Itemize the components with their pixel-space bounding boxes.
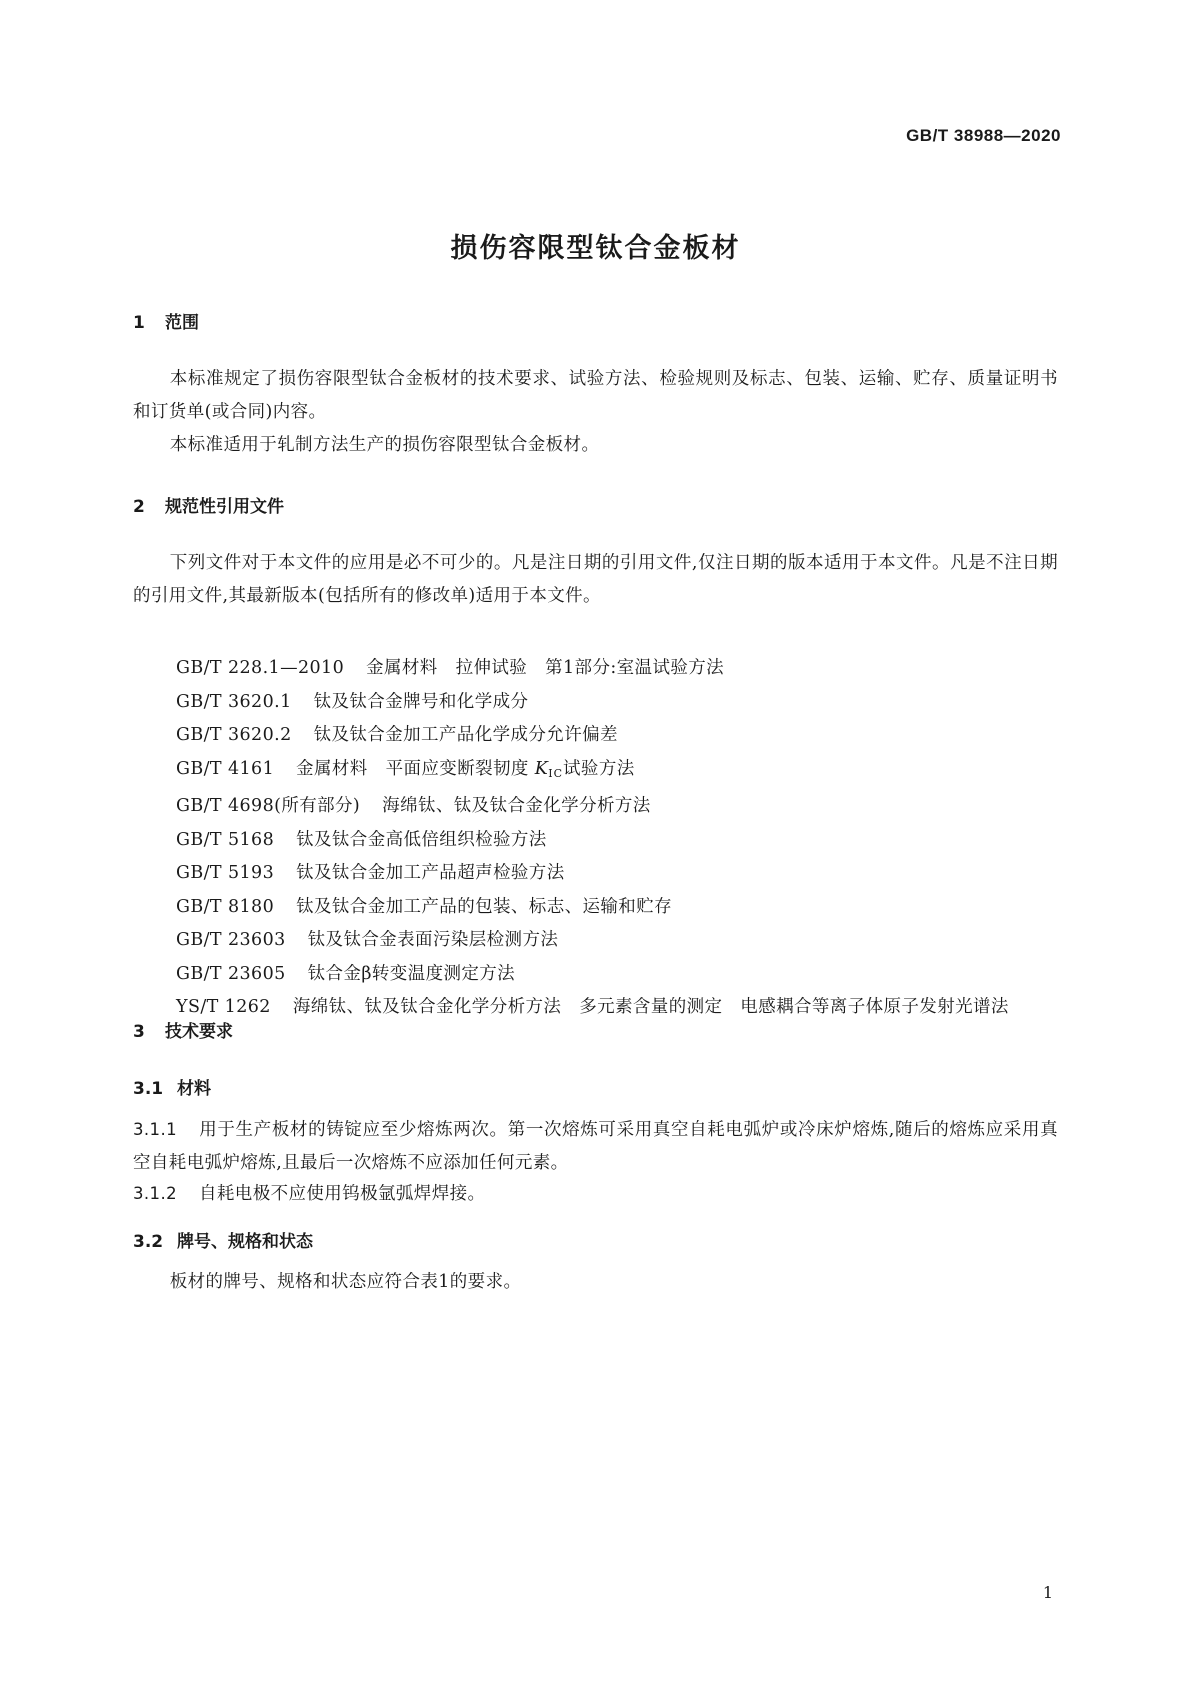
- clause-3-1-1: [133, 1113, 1058, 1180]
- subsection-number: 3.1: [133, 1079, 164, 1099]
- reference-title: 钛及钛合金加工产品超声检验方法: [296, 863, 565, 883]
- section-number: 2: [133, 497, 145, 517]
- section-number: 3: [133, 1022, 145, 1042]
- section-number: 1: [133, 313, 145, 333]
- clause-number: 3.1.1: [133, 1120, 177, 1139]
- clause-text: 自耗电极不应使用钨极氩弧焊焊接。: [199, 1184, 486, 1204]
- section-1-heading: [133, 308, 199, 333]
- reference-item: [133, 924, 1058, 958]
- reference-code: GB/T 4698(所有部分): [176, 796, 361, 816]
- reference-title: 钛合金β转变温度测定方法: [307, 963, 516, 984]
- subsection-3-1-heading: [133, 1074, 211, 1099]
- reference-item: [133, 652, 1058, 686]
- section-title: 规范性引用文件: [165, 497, 284, 517]
- reference-code: GB/T 23603: [176, 930, 286, 950]
- reference-title: 钛及钛合金加工产品的包装、标志、运输和贮存: [296, 896, 673, 917]
- subsection-number: 3.2: [133, 1232, 164, 1252]
- reference-item: [133, 790, 1058, 824]
- reference-item: [133, 991, 1058, 1025]
- reference-code: GB/T 23605: [176, 963, 286, 984]
- section-title: 范围: [165, 313, 199, 333]
- reference-code: GB/T 4161: [176, 758, 275, 779]
- reference-title: 钛及钛合金加工产品化学成分允许偏差: [313, 725, 618, 745]
- grade-spec-paragraph: 板材的牌号、规格和状态应符合表1的要求。: [169, 1272, 522, 1292]
- reference-title: 海绵钛、钛及钛合金化学分析方法: [382, 796, 651, 816]
- normative-references-intro: 下列文件对于本文件的应用是必不可少的。凡是注日期的引用文件,仅注日期的版本适用于本文件。凡是不注日期的引用文件,其最新版本(包括所有的修改单)适用于本文件。: [133, 553, 1058, 606]
- clause-3-1-2: [133, 1177, 1058, 1211]
- section-2-heading: [133, 492, 284, 517]
- fracture-toughness-subscript: IC: [548, 766, 564, 780]
- reference-title: 钛及钛合金表面污染层检测方法: [307, 930, 559, 950]
- reference-title: 海绵钛、钛及钛合金化学分析方法 多元素含量的测定 电感耦合等离子体原子发射光谱法: [292, 997, 1009, 1017]
- reference-code: GB/T 5168: [176, 829, 275, 850]
- reference-code: GB/T 8180: [176, 896, 275, 917]
- reference-item: [133, 719, 1058, 753]
- reference-list: [133, 652, 1058, 1025]
- subsection-3-2-heading: [133, 1227, 313, 1252]
- section-3-heading: [133, 1017, 233, 1042]
- subsection-title: 牌号、规格和状态: [177, 1232, 313, 1252]
- reference-title: 钛及钛合金牌号和化学成分: [313, 691, 529, 712]
- reference-item: [133, 753, 1058, 791]
- standard-code: GB/T 38988—2020: [906, 126, 1061, 145]
- fracture-toughness-symbol: K: [534, 758, 549, 779]
- reference-code: YS/T 1262: [176, 997, 271, 1017]
- reference-code: GB/T 228.1—2010: [176, 658, 345, 678]
- reference-item: [133, 686, 1058, 720]
- reference-item: [133, 857, 1058, 891]
- reference-title-part: 金属材料 平面应变断裂韧度: [296, 758, 535, 779]
- reference-item: [133, 824, 1058, 858]
- reference-title-part: 试验方法: [563, 758, 635, 779]
- page-number: 1: [1042, 1583, 1053, 1602]
- scope-paragraph-1: 本标准规定了损伤容限型钛合金板材的技术要求、试验方法、检验规则及标志、包装、运输、贮存、质量证明书和订货单(或合同)内容。: [133, 369, 1058, 422]
- scope-paragraph-2: 本标准适用于轧制方法生产的损伤容限型钛合金板材。: [169, 435, 600, 455]
- reference-title: 金属材料 拉伸试验 第1部分:室温试验方法: [366, 658, 725, 678]
- reference-item: [133, 891, 1058, 925]
- reference-code: GB/T 3620.2: [176, 725, 292, 745]
- clause-number: 3.1.2: [133, 1184, 177, 1203]
- reference-code: GB/T 3620.1: [176, 691, 292, 712]
- reference-code: GB/T 5193: [176, 863, 275, 883]
- clause-text: 用于生产板材的铸锭应至少熔炼两次。第一次熔炼可采用真空自耗电弧炉或冷床炉熔炼,随后的熔炼应采用真空自耗电弧炉熔炼,且最后一次熔炼不应添加任何元素。: [133, 1120, 1058, 1173]
- section-title: 技术要求: [165, 1022, 233, 1042]
- reference-title: 钛及钛合金高低倍组织检验方法: [296, 829, 547, 850]
- document-title: 损伤容限型钛合金板材: [450, 233, 741, 264]
- reference-item: [133, 958, 1058, 992]
- subsection-title: 材料: [177, 1079, 211, 1099]
